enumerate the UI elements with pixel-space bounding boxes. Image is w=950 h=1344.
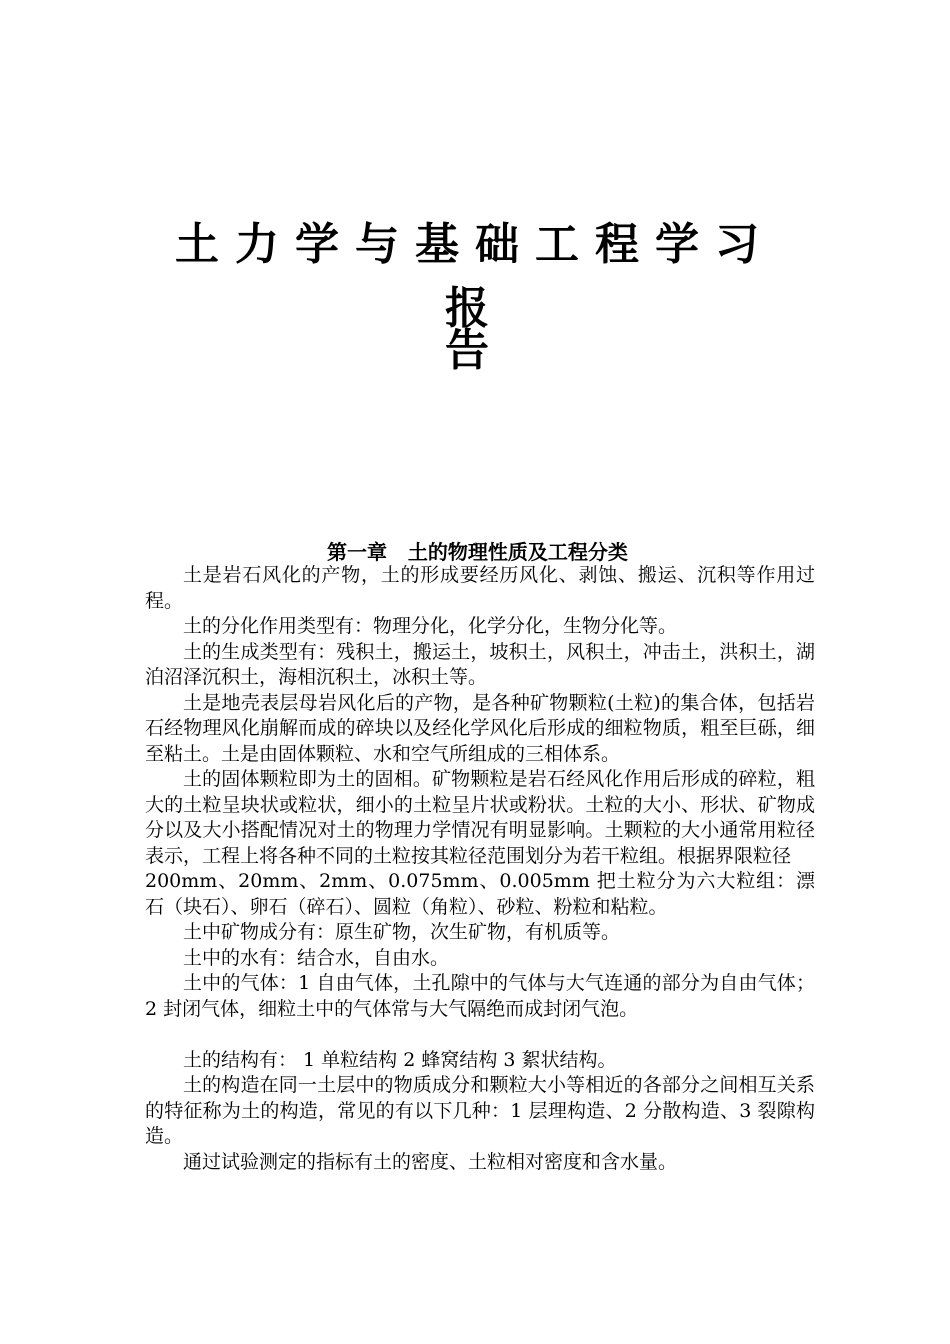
document-title-continued: 告 — [445, 325, 505, 376]
chapter-body — [145, 563, 815, 1175]
paragraph-soil-origin: 土是岩石风化的产物，土的形成要经历风化、剥蚀、搬运、沉积等作用过程。 — [145, 564, 815, 612]
paragraph-test-indices: 通过试验测定的指标有土的密度、土粒相对密度和含水量。 — [183, 1150, 678, 1173]
paragraph-solid-phase: 土的固体颗粒即为土的固相。矿物颗粒是岩石经风化作用后形成的碎粒，粗大的土粒呈块状或粒状，细小的土粒呈片状或粉状。土粒的大小、形状、矿物成分以及大小搭配情况对土的物理力学情况有明显影响。土颗粒的大小通常用粒径表示，工程上将各种不同的土粒按其粒径范围划分为若干粒组。根据界限粒径 — [145, 768, 815, 867]
paragraph-minerals: 土中矿物成分有：原生矿物，次生矿物，有机质等。 — [183, 921, 621, 943]
blank-line — [145, 1022, 815, 1048]
paragraph-fabric: 土的构造在同一土层中的物质成分和颗粒大小等相近的各部分之间相互关系的特征称为土的构造，常见的有以下几种：1 层理构造、2 分散构造、3 裂隙构造。 — [145, 1074, 815, 1147]
paragraph-weathering-types: 土的分化作用类型有：物理分化，化学分化，生物分化等。 — [183, 615, 678, 637]
paragraph-three-phase: 土是地壳表层母岩风化后的产物，是各种矿物颗粒(土粒)的集合体，包括岩石经物理风化崩解而成的碎块以及经化学风化后形成的细粒物质，粗至巨砾，细至粘土。土是由固体颗粒、水和空气所组成的三相体系。 — [145, 691, 815, 765]
paragraph-particle-groups: 200mm、20mm、2mm、0.075mm、0.005mm 把土粒分为六大粒组：漂石（块石）、卵石（碎石）、圆粒（角粒）、砂粒、粉粒和粘粒。 — [145, 870, 815, 918]
paragraph-genetic-types: 土的生成类型有：残积土，搬运土，坡积土，风积土，冲击土，洪积土，湖泊沼泽沉积土，海相沉积土，冰积土等。 — [145, 640, 815, 688]
document-title: 土力学与基础工程学习报 — [175, 219, 775, 334]
paragraph-water: 土中的水有：结合水，自由水。 — [183, 946, 450, 969]
paragraph-gas: 土中的气体：1 自由气体，土孔隙中的气体与大气连通的部分为自由气体；2 封闭气体，细粒土中的气体常与大气隔绝而成封闭气泡。 — [145, 972, 815, 1020]
chapter-heading: 第一章 土的物理性质及工程分类 — [327, 540, 628, 564]
paragraph-structure: 土的结构有： 1 单粒结构 2 蜂窝结构 3 絮状结构。 — [183, 1048, 617, 1071]
